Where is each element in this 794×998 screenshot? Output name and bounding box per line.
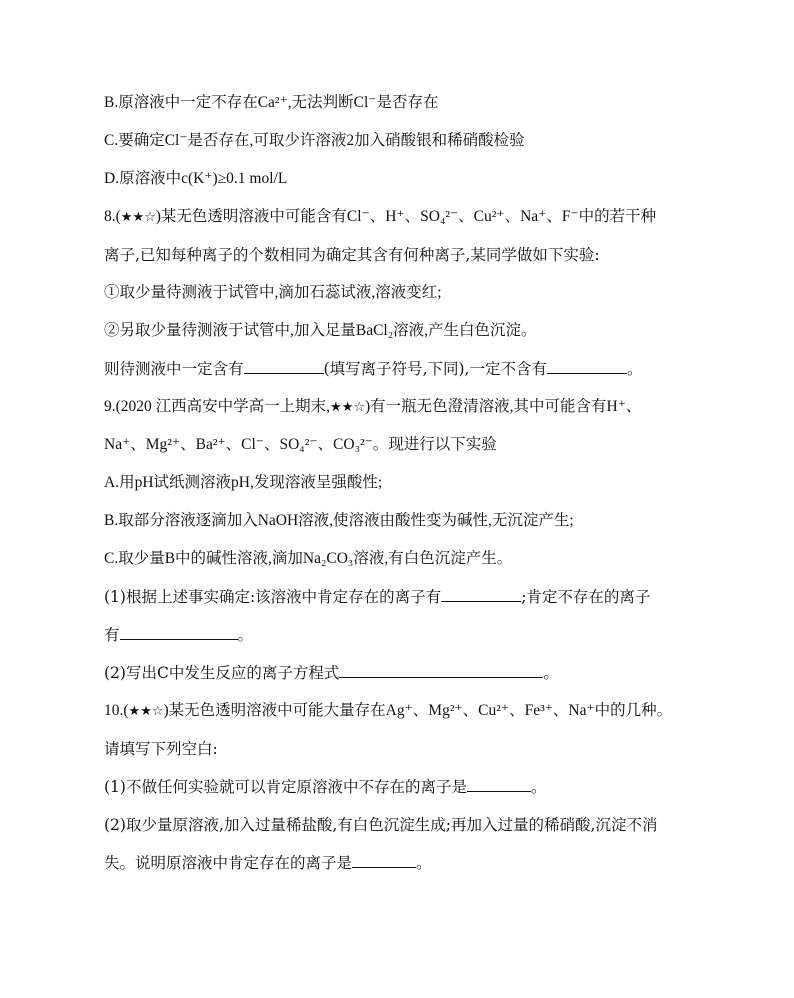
q8-step-2: ②另取少量待测液于试管中,加入足量BaCl₂溶液,产生白色沉淀。: [104, 322, 537, 339]
answer-blank[interactable]: [244, 359, 324, 374]
q10-sub2-a: 失。说明原溶液中肯定存在的离子是: [104, 854, 353, 872]
q9-sub2: [104, 663, 559, 683]
q10-sub1-a: (1)不做任何实验就可以肯定原溶液中不存在的离子是: [104, 778, 467, 796]
difficulty-stars-icon: ★★☆: [128, 704, 164, 719]
q9-stem-line1: [104, 397, 641, 418]
q9-step-a: A.用pH试纸测溶液pH,发现溶液呈强酸性;: [104, 474, 383, 491]
q10-number: 10.(: [104, 702, 129, 719]
q10-sub2-line1: (2)取少量原溶液,加入过量稀盐酸,有白色沉淀生成;再加入过量的稀硝酸,沉淀不消: [104, 816, 658, 834]
q8-ask-c: 。: [626, 360, 643, 378]
q9-source: 9.(2020 江西高安中学高一上期末,: [104, 398, 331, 415]
q9-sub1-d: 。: [237, 626, 254, 644]
q9-sub1-c: 有: [104, 626, 120, 644]
q7-option-b: B.原溶液中一定不存在Ca²⁺,无法判断Cl⁻是否存在: [104, 94, 439, 111]
difficulty-stars-icon: ★★☆: [120, 210, 156, 225]
answer-blank[interactable]: [352, 853, 416, 868]
q9-stem-line2: Na⁺、Mg²⁺、Ba²⁺、Cl⁻、SO₄²⁻、CO₃²⁻。现进行以下实验: [104, 436, 497, 453]
answer-blank[interactable]: [441, 587, 521, 602]
q8-step-1: ①取少量待测液于试管中,滴加石蕊试液,溶液变红;: [104, 284, 442, 301]
q9-sub2-a: (2)写出C中发生反应的离子方程式: [104, 664, 340, 682]
q8-stem-line1: [104, 207, 656, 228]
answer-blank[interactable]: [547, 359, 627, 374]
q8-question: [104, 359, 642, 379]
q8-number: 8.(: [104, 208, 121, 225]
answer-blank[interactable]: [120, 625, 238, 640]
answer-blank[interactable]: [467, 777, 531, 792]
q9-sub1-b: ;肯定不存在的离子: [521, 588, 651, 606]
q8-ask-b: (填写离子符号,下同),一定不含有: [323, 360, 547, 378]
q9-step-b: B.取部分溶液逐滴加入NaOH溶液,使溶液由酸性变为碱性,无沉淀产生;: [104, 512, 574, 529]
q10-sub1: [104, 777, 546, 797]
q10-sub1-b: 。: [530, 778, 547, 796]
q8-stem-line2: 离子,已知每种离子的个数相同为确定其含有何种离子,某同学做如下实验:: [104, 246, 600, 264]
q10-stem-text: )某无色透明溶液中可能大量存在Ag⁺、Mg²⁺、Cu²⁺、Fe³⁺、Na⁺中的几种。: [163, 702, 673, 719]
q9-sub2-b: 。: [543, 664, 559, 682]
q9-sub1-line1: [104, 587, 650, 607]
q7-option-c: C.要确定Cl⁻是否存在,可取少许溶液2加入硝酸银和稀硝酸检验: [104, 132, 525, 149]
q10-sub2-line2: [104, 853, 432, 873]
q9-step-c: C.取少量B中的碱性溶液,滴加Na₂CO₃溶液,有白色沉淀产生。: [104, 550, 513, 567]
q8-stem-text: )某无色透明溶液中可能含有Cl⁻、H⁺、SO₄²⁻、Cu²⁺、Na⁺、F⁻中的若干种: [155, 208, 657, 225]
q9-stem-text: )有一瓶无色澄清溶液,其中可能含有H⁺、: [365, 398, 642, 415]
answer-blank[interactable]: [339, 663, 543, 678]
q10-stem-line2: 请填写下列空白:: [104, 740, 218, 758]
q7-option-d: D.原溶液中c(K⁺)≥0.1 mol/L: [104, 170, 288, 187]
q10-stem-line1: [104, 701, 672, 722]
q10-sub2-b: 。: [416, 854, 432, 872]
difficulty-stars-icon: ★★☆: [330, 400, 366, 415]
q9-sub1-line2: [104, 625, 253, 645]
q8-ask-a: 则待测液中一定含有: [104, 360, 244, 378]
q9-sub1-a: (1)根据上述事实确定:该溶液中肯定存在的离子有: [104, 588, 442, 606]
